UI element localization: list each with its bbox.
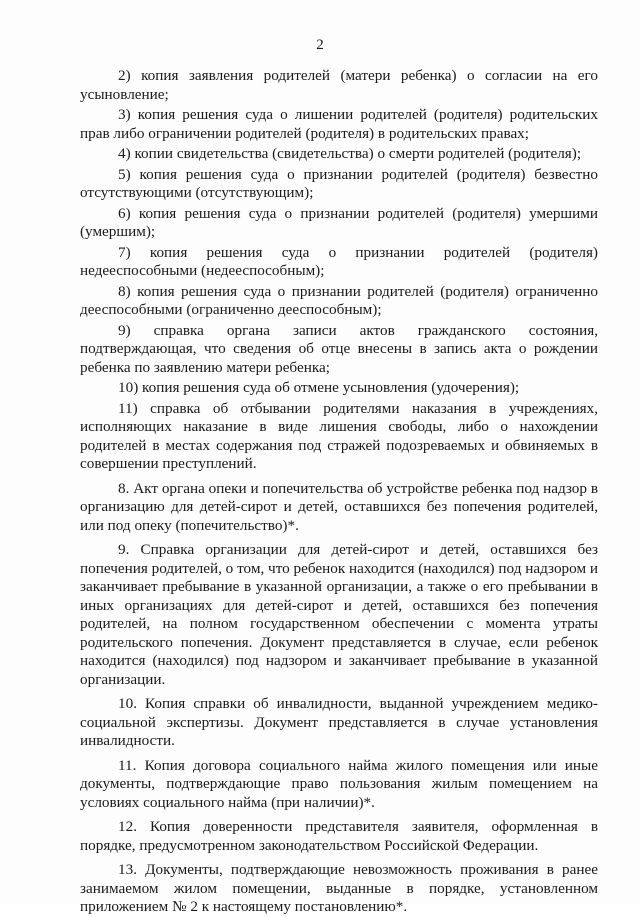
paragraph-section-11: 11. Копия договора социального найма жилого помещения или иные документы, подтверждающие право пользования жилым помещением на условиях социального найма (при наличии)*. (80, 756, 598, 811)
document-body (80, 67, 598, 917)
paragraph-item-5: 5) копия решения суда о признании родителей (родителя) безвестно отсутствующими (отсутствующим); (80, 165, 598, 201)
paragraph-item-10: 10) копия решения суда об отмене усыновления (удочерения); (118, 379, 520, 396)
paragraph-item-9: 9) справка органа записи актов гражданского состояния, подтверждающая, что сведения об отце внесены в запись акта о рождении ребенка по заявлению матери ребенка; (80, 321, 598, 376)
paragraph-item-11: 11) справка об отбывании родителями наказания в учреждениях, исполняющих наказание в виде лишения свободы, либо о нахождении родителей в местах содержания под стражей подозреваемых и обвиняемых в совершении преступлений. (80, 399, 598, 472)
paragraph-section-9: 9. Справка организации для детей-сирот и детей, оставшихся без попечения родителей, о том, что ребенок находится (находился) под надзором и заканчивает пребывание в указанной организации, а также о его пребывании в иных организациях для детей-сирот и детей, оставшихся без попечения родителей, на полном государственном обеспечении с момента утраты родительского попечения. Документ представляется в случае, если ребенок находится (находился) под надзором и заканчивает пребывание в указанной организации. (80, 541, 598, 688)
paragraph-section-12: 12. Копия доверенности представителя заявителя, оформленная в порядке, предусмотренном законодательством Российской Федерации. (80, 818, 598, 854)
paragraph-section-8: 8. Акт органа опеки и попечительства об устройстве ребенка под надзор в организацию для детей-сирот и детей, оставшихся без попечения родителей, или под опеку (попечительство)*. (80, 479, 598, 534)
paragraph-section-13: 13. Документы, подтверждающие невозможность проживания в ранее занимаемом жилом помещении, выданные в порядке, установленном приложением № 2 к настоящему постановлению*. (80, 861, 598, 915)
paragraph-section-10: 10. Копия справки об инвалидности, выданной учреждением медико-социальной экспертизы. Документ представляется в случае установления инвалидности. (80, 695, 598, 749)
paragraph-item-4: 4) копии свидетельства (свидетельства) о смерти родителей (родителя); (118, 145, 582, 162)
paragraph-item-3: 3) копия решения суда о лишении родителей (родителя) родительских прав либо ограничении родителей (родителя) в родительских правах; (80, 106, 598, 142)
paragraph-item-6: 6) копия решения суда о признании родителей (родителя) умершими (умершим); (80, 204, 598, 240)
page-number: 2 (316, 37, 324, 53)
paragraph-item-2: 2) копия заявления родителей (матери ребенка) о согласии на его усыновление; (80, 67, 598, 103)
paragraph-item-8: 8) копия решения суда о признании родителей (родителя) ограниченно дееспособными (ограниченно дееспособным); (80, 282, 598, 318)
paragraph-item-7: 7) копия решения суда о признании родителей (родителя) недееспособными (недееспособным); (80, 243, 598, 279)
